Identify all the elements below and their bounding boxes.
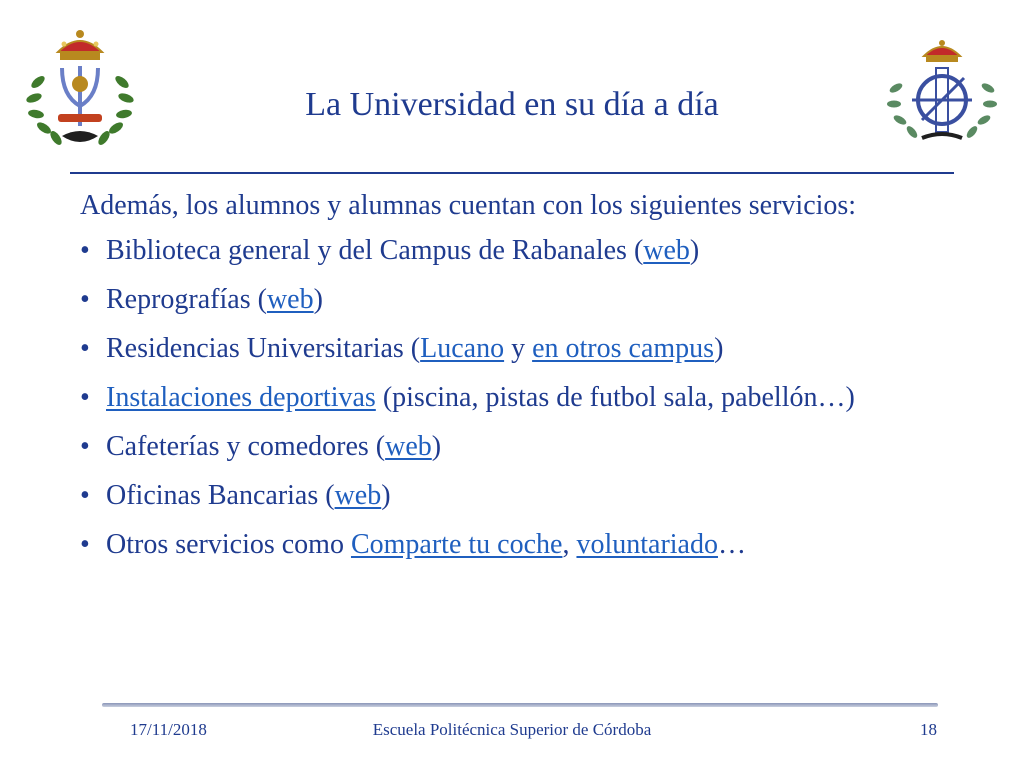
- item-text: ): [381, 480, 391, 511]
- list-item-instalaciones: [80, 382, 960, 413]
- list-item-oficinas: [80, 480, 960, 511]
- slide-body: [80, 190, 960, 578]
- footer-page-number: 18: [920, 720, 937, 739]
- reprografias-web-link[interactable]: web: [266, 284, 314, 315]
- list-item-biblioteca: [80, 235, 960, 266]
- otros-campus-link[interactable]: en otros campus: [532, 333, 715, 364]
- item-text: ): [689, 235, 700, 266]
- engineering-crest-icon: [882, 38, 1002, 150]
- bullet-marker: •: [80, 431, 90, 462]
- lucano-link[interactable]: Lucano: [420, 333, 505, 364]
- services-list: [80, 235, 960, 560]
- item-text: Otros servicios como: [106, 529, 351, 560]
- bullet-marker: •: [80, 382, 90, 413]
- item-text: Biblioteca general y del Campus de Rabanales (: [106, 235, 644, 266]
- oficinas-web-link[interactable]: web: [334, 480, 382, 511]
- intro-text: Además, los alumnos y alumnas cuentan con los siguientes servicios:: [80, 190, 857, 221]
- slide-title: La Universidad en su día a día: [305, 86, 719, 123]
- footer-school: Escuela Politécnica Superior de Córdoba: [372, 720, 652, 739]
- item-text: (piscina, pistas de futbol sala, pabellón…): [375, 382, 855, 413]
- bullet-marker: •: [80, 333, 90, 364]
- voluntariado-link[interactable]: voluntariado: [576, 529, 718, 560]
- bullet-marker: •: [80, 529, 90, 560]
- list-item-cafeterias: [80, 431, 960, 462]
- item-text: Cafeterías y comedores (: [106, 431, 386, 462]
- list-item-reprografias: [80, 284, 960, 315]
- biblioteca-web-link[interactable]: web: [643, 235, 690, 266]
- item-text: ): [714, 333, 724, 364]
- bullet-marker: •: [80, 480, 90, 511]
- footer-divider: [102, 703, 938, 707]
- comparte-tu-coche-link[interactable]: Comparte tu coche: [350, 529, 563, 560]
- instalaciones-deportivas-link[interactable]: Instalaciones deportivas: [106, 382, 376, 413]
- item-text: Oficinas Bancarias (: [106, 480, 335, 511]
- item-text: Reprografías (: [106, 284, 267, 315]
- bullet-marker: •: [80, 235, 90, 266]
- title-divider: [70, 172, 954, 174]
- footer-date: 17/11/2018: [130, 720, 207, 739]
- item-text: Residencias Universitarias (: [106, 333, 421, 364]
- item-text: ,: [562, 529, 577, 560]
- bullet-marker: •: [80, 284, 90, 315]
- item-text: …: [717, 529, 746, 560]
- list-item-residencias: [80, 333, 960, 364]
- item-text: y: [504, 333, 533, 364]
- university-crest-icon: [18, 26, 142, 156]
- item-text: ): [431, 431, 442, 462]
- item-text: ): [313, 284, 323, 315]
- list-item-otros: [80, 529, 960, 560]
- cafeterias-web-link[interactable]: web: [385, 431, 432, 462]
